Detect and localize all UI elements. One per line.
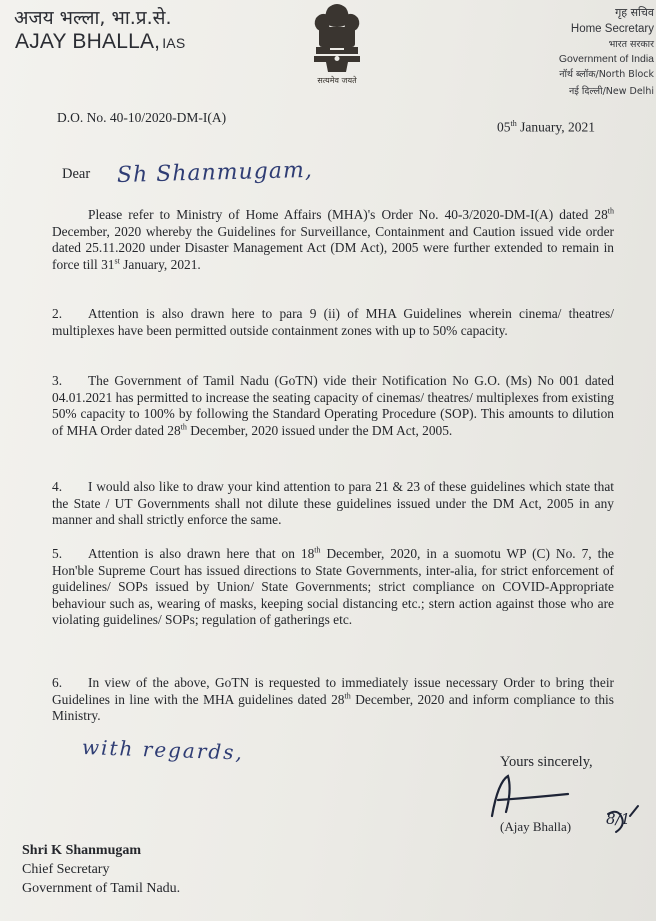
p1-sup-1: th — [607, 206, 614, 216]
p1-text-b: December, 2020 whereby the Guidelines for Surveillance, Containment and Caution issued vide order dated 25.11.2020 under Disaster Management Act (DM Act), 2005 were further extended to remain in force till 31 — [52, 223, 614, 272]
reference-number: D.O. No. 40-10/2020-DM-I(A) — [57, 110, 227, 125]
p1-text-a: Please refer to Ministry of Home Affairs (MHA)'s Order No. 40-3/2020-DM-I(A) dated 28 — [88, 207, 608, 222]
p6-number: 6. — [52, 675, 63, 690]
designation-hindi: गृह सचिव — [615, 6, 654, 19]
p6-text-a: In view of the above, GoTN is requested to immediately issue necessary Order to bring their Guidelines in line with the MHA guidelines dated 28 — [52, 675, 614, 707]
p1-sup-2: st — [114, 256, 120, 266]
national-emblem — [306, 0, 368, 92]
p3-text-a: The Government of Tamil Nadu (GoTN) vide their Notification No G.O. (Ms) No 001 dated 04.01.2021 has permitted to increase the seating capacity of cinemas/ theatres/ multiplexes from existing 50% capacity to 100% by following the Standard Operating Procedure (SOP). This amounts to dilution of MHA Order dated 28 — [52, 373, 614, 438]
emblem-motto: सत्यमेव जयते — [317, 76, 357, 85]
date-suffix: th — [510, 119, 517, 128]
recipient-designation: Chief Secretary — [22, 862, 110, 877]
p2-text: Attention is also drawn here to para 9 (ii) of MHA Guidelines wherein cinema/ theatres/ multiplexes have been permitted outside containment zones with up to 50% capacity. — [52, 306, 614, 338]
recipient-block — [22, 841, 180, 898]
p2-number: 2. — [52, 306, 63, 321]
date-day: 05 — [497, 119, 511, 135]
sender-service: IAS — [162, 35, 186, 51]
p4-text: I would also like to draw your kind attention to para 21 & 23 of these guidelines which state that the State / UT Governments shall not dilute these guidelines issued under the DM Act, 2005 in any manner and shall strictly enforce the same. — [52, 479, 614, 527]
handwritten-salutation: Sh Shanmugam, — [116, 157, 314, 188]
paragraph-6 — [52, 675, 614, 725]
p5-number: 5. — [52, 546, 63, 561]
paragraph-4 — [52, 479, 614, 529]
p3-text-b: December, 2020 issued under the DM Act, 2005. — [186, 422, 453, 438]
p5-sup: th — [314, 545, 321, 555]
p3-number: 3. — [52, 373, 63, 388]
date-rest: January, 2021 — [516, 119, 595, 135]
paragraph-2 — [52, 306, 614, 339]
government-hindi: भारत सरकार — [608, 39, 654, 50]
signature-date: 8/1 — [606, 810, 631, 828]
p1-text-c: January, 2021. — [119, 256, 201, 272]
location-line-1: नॉर्थ ब्लॉक/North Block — [559, 69, 654, 80]
paragraph-1 — [52, 207, 614, 273]
salutation-dear: Dear — [62, 166, 91, 182]
signer-name: (Ajay Bhalla) — [500, 819, 572, 834]
p6-sup: th — [344, 691, 351, 701]
recipient-name: Shri K Shanmugam — [22, 843, 142, 858]
p6-text-b: December, 2020 and inform compliance to this Ministry. — [52, 691, 614, 723]
sender-name-hindi: अजय भल्ला, भा.प्र.से. — [14, 7, 172, 29]
yours-sincerely: Yours sincerely, — [500, 754, 593, 770]
designation: Home Secretary — [570, 23, 654, 35]
p5-text-b: December, 2020, in a suomotu WP (C) No. 7, the Hon'ble Supreme Court has issued directions to State Governments, inter-alia, for strict enforcement of guidelines/ SOPs issued by Union/ State Governments; strict compliance on COVID-Appropriate behaviour such as, wearing of masks, keeping social distancing etc.; stern action against those who are violating guidelines/ SOPs; regulation of gatherings etc. — [52, 546, 614, 627]
sender-name-text: AJAY BHALLA, — [15, 30, 161, 53]
paragraph-5 — [52, 546, 614, 629]
paragraph-3 — [52, 373, 614, 439]
location-line-2: नई दिल्ली/New Delhi — [568, 86, 654, 97]
sender-name — [15, 30, 185, 54]
government: Government of India — [558, 53, 654, 65]
p4-number: 4. — [52, 479, 63, 494]
designation-block — [559, 4, 654, 100]
letter-date — [497, 119, 595, 136]
p5-text-a: Attention is also drawn here that on 18 — [88, 546, 315, 561]
handwritten-regards: with regards, — [81, 735, 245, 765]
p3-sup: th — [180, 422, 187, 432]
recipient-organisation: Government of Tamil Nadu. — [22, 881, 181, 896]
